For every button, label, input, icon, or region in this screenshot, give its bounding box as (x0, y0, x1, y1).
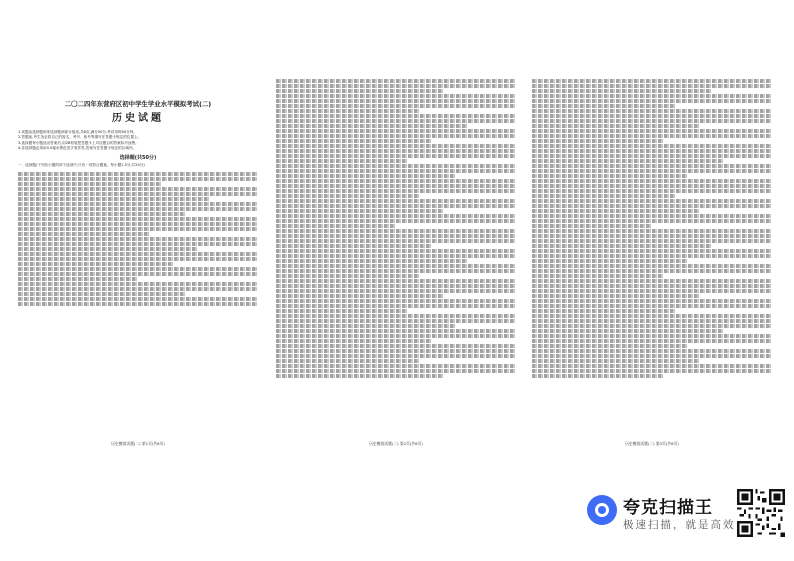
illegible-text-line (18, 182, 162, 186)
illegible-text-line (276, 259, 468, 263)
illegible-text-line (532, 334, 772, 338)
illegible-text-line (276, 149, 516, 153)
illegible-text-line (276, 239, 516, 243)
watermark-slogan: 极速扫描，就是高效 (623, 519, 736, 531)
illegible-text-line (18, 247, 198, 251)
exam-header (18, 100, 258, 126)
illegible-text-line (276, 109, 420, 113)
illegible-text-line (532, 354, 772, 358)
illegible-text-line (276, 264, 516, 268)
illegible-text-line (276, 274, 420, 278)
illegible-text-line (276, 284, 516, 288)
illegible-text-line (276, 354, 516, 358)
illegible-text-line (276, 289, 516, 293)
illegible-text-line (276, 309, 408, 313)
section-heading: 选择题(共50分) (119, 155, 157, 162)
illegible-text-line (18, 287, 258, 291)
section-intro: 一、选择题(下列各小题的四个选项中,只有一项符合题意。每小题1.5分,共24分) (18, 163, 145, 168)
illegible-text-line (276, 189, 516, 193)
illegible-text-line (532, 114, 772, 118)
illegible-text-line (532, 94, 772, 98)
illegible-text-line (276, 169, 516, 173)
illegible-text-line (532, 314, 772, 318)
illegible-text-line (276, 164, 516, 168)
illegible-text-line (532, 199, 772, 203)
illegible-text-line (18, 177, 258, 181)
illegible-text-line (18, 277, 138, 281)
exam-note: 4.非选择题必须用0.5毫米黑色签字笔作答,答案写在答题卡规定的区域内。 (18, 145, 137, 150)
illegible-text-line (276, 159, 408, 163)
illegible-text-line (532, 294, 700, 298)
illegible-text-line (532, 109, 772, 113)
illegible-text-line (532, 224, 652, 228)
illegible-text-line (532, 324, 772, 328)
illegible-text-line (276, 124, 468, 128)
illegible-text-line (276, 339, 432, 343)
illegible-text-line (276, 294, 444, 298)
scanner-logo-icon (587, 495, 617, 525)
illegible-text-line (18, 272, 258, 276)
illegible-text-line (18, 207, 258, 211)
illegible-text-line (532, 154, 772, 158)
page-column-2 (276, 78, 516, 446)
illegible-text-line (276, 279, 516, 283)
page-column-3 (532, 78, 772, 446)
illegible-text-line (532, 339, 772, 343)
illegible-text-line (276, 129, 516, 133)
illegible-text-line (276, 254, 516, 258)
illegible-text-line (276, 249, 516, 253)
illegible-text-line (18, 257, 258, 261)
illegible-text-line (532, 359, 700, 363)
illegible-text-line (276, 304, 516, 308)
illegible-text-line (532, 179, 772, 183)
illegible-text-line (532, 254, 772, 258)
illegible-text-line (276, 84, 516, 88)
illegible-text-line (532, 299, 772, 303)
illegible-text-line (532, 329, 724, 333)
illegible-text-line (532, 174, 688, 178)
illegible-text-line (532, 289, 772, 293)
illegible-text-line (532, 99, 772, 103)
illegible-text-line (276, 79, 516, 83)
page-footer: 历史模拟试题(二) 第2页(共6页) (369, 440, 423, 446)
exam-note: 1.试题由选择题和非选择题两部分组成,共6页,满分50分,考试用时60分钟。 (18, 130, 137, 134)
illegible-text-line (18, 252, 258, 256)
illegible-text-line (532, 119, 772, 123)
illegible-text-line (276, 299, 516, 303)
illegible-text-line (532, 349, 772, 353)
illegible-text-line (532, 219, 772, 223)
illegible-text-line (532, 134, 772, 138)
illegible-text-line (276, 349, 516, 353)
illegible-text-line (532, 234, 772, 238)
illegible-text-line (532, 164, 772, 168)
illegible-text-line (276, 184, 516, 188)
illegible-text-line (276, 359, 420, 363)
illegible-text-line (276, 314, 516, 318)
illegible-text-line (276, 229, 516, 233)
illegible-text-line (532, 259, 688, 263)
illegible-text-line (532, 364, 772, 368)
illegible-text-line (276, 89, 444, 93)
illegible-text-line (532, 274, 664, 278)
illegible-text-line (276, 114, 516, 118)
illegible-text-line (276, 179, 516, 183)
illegible-text-line (532, 139, 664, 143)
page-column-1 (18, 78, 258, 446)
illegible-text-line (18, 262, 174, 266)
illegible-text-line (532, 184, 772, 188)
illegible-text-line (532, 209, 700, 213)
illegible-text-line (532, 169, 772, 173)
illegible-text-line (532, 84, 772, 88)
subject-title: 历史试题 (112, 113, 164, 124)
illegible-text-line (276, 244, 432, 248)
illegible-text-line (532, 129, 772, 133)
illegible-text-line (276, 99, 516, 103)
illegible-text-line (532, 214, 772, 218)
illegible-text-line (276, 324, 456, 328)
illegible-text-line (532, 249, 772, 253)
illegible-text-line (532, 149, 772, 153)
illegible-text-line (532, 344, 688, 348)
illegible-text-line (18, 192, 258, 196)
illegible-text-line (276, 134, 516, 138)
illegible-text-line (276, 329, 516, 333)
illegible-text-line (276, 364, 516, 368)
illegible-text-line (276, 94, 516, 98)
illegible-text-line (18, 227, 258, 231)
illegible-text-line (276, 269, 516, 273)
watermark-name: 夸克扫描王 (623, 498, 713, 518)
illegible-text-line (532, 124, 700, 128)
exam-title: 二〇二四年东营府区初中学生学业水平模拟考试(二) (64, 100, 212, 108)
page-footer: 历史模拟试题(二) 第3页(共6页) (625, 440, 679, 446)
illegible-text-line (276, 199, 516, 203)
illegible-text-line (276, 209, 444, 213)
illegible-text-line (18, 242, 258, 246)
illegible-text-line (18, 237, 258, 241)
illegible-text-line (532, 304, 772, 308)
illegible-text-line (18, 197, 210, 201)
illegible-text-line (276, 374, 444, 378)
illegible-text-line (276, 334, 516, 338)
illegible-text-line (276, 369, 516, 373)
illegible-text-line (18, 282, 258, 286)
illegible-text-line (532, 144, 772, 148)
illegible-text-line (18, 232, 150, 236)
illegible-text-line (532, 239, 772, 243)
illegible-text-line (532, 244, 712, 248)
illegible-text-line (532, 204, 772, 208)
illegible-text-line (18, 217, 258, 221)
illegible-text-line (18, 172, 258, 176)
illegible-text-line (532, 194, 676, 198)
illegible-text-line (276, 104, 516, 108)
illegible-text-line (276, 194, 420, 198)
illegible-text-line (532, 89, 712, 93)
illegible-text-line (532, 284, 772, 288)
illegible-text-line (18, 302, 258, 306)
illegible-text-line (276, 144, 516, 148)
illegible-text-line (532, 279, 772, 283)
illegible-text-line (532, 229, 772, 233)
illegible-text-line (276, 119, 516, 123)
illegible-text-line (532, 319, 772, 323)
illegible-text-line (18, 267, 258, 271)
illegible-text-line (18, 187, 258, 191)
illegible-text-line (532, 264, 772, 268)
illegible-text-line (276, 139, 432, 143)
illegible-text-line (276, 154, 516, 158)
page-footer: 历史模拟试题(二) 第1页(共6页) (111, 440, 165, 446)
illegible-text-line (18, 222, 258, 226)
illegible-text-line (532, 309, 676, 313)
illegible-text-line (18, 202, 258, 206)
qr-code-icon (737, 489, 785, 537)
illegible-text-line (532, 369, 772, 373)
illegible-text-line (532, 159, 724, 163)
exam-note: 3.选择题每小题选出答案后,用2B铅笔把答题卡上对应题目的答案标号涂黑。 (18, 140, 139, 145)
illegible-text-line (276, 219, 516, 223)
illegible-text-line (532, 189, 772, 193)
illegible-text-line (276, 234, 516, 238)
illegible-text-line (532, 79, 772, 83)
scanner-watermark (587, 489, 785, 545)
illegible-text-line (276, 319, 516, 323)
illegible-text-line (276, 174, 456, 178)
exam-sheet (18, 78, 774, 446)
illegible-text-line (532, 269, 772, 273)
illegible-text-line (276, 344, 516, 348)
illegible-text-line (276, 204, 516, 208)
illegible-text-line (532, 374, 664, 378)
illegible-text-line (276, 224, 396, 228)
illegible-text-line (532, 104, 676, 108)
illegible-text-line (18, 297, 258, 301)
illegible-text-line (18, 212, 186, 216)
illegible-text-line (18, 292, 186, 296)
exam-note: 2.答题前,考生务必将自己的姓名、考号、座号等填写在答题卡规定的位置上。 (18, 135, 142, 140)
illegible-text-line (276, 214, 516, 218)
